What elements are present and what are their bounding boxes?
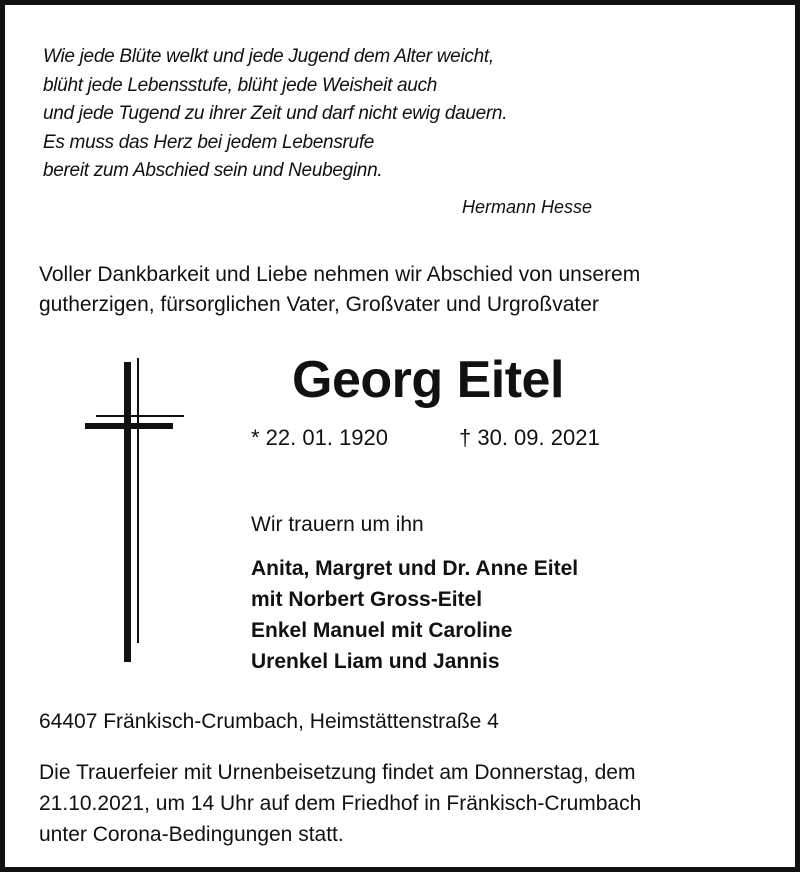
address: 64407 Fränkisch-Crumbach, Heimstättenstraße 4	[39, 710, 499, 733]
poem-author: Hermann Hesse	[462, 197, 593, 217]
service-line: 21.10.2021, um 14 Uhr auf dem Friedhof in Fränkisch-Crumbach	[39, 792, 642, 815]
poem-line: Es muss das Herz bei jedem Lebensrufe	[43, 131, 375, 153]
poem-line: bereit zum Abschied sein und Neubeginn.	[43, 160, 383, 181]
mourner-line: mit Norbert Gross-Eitel	[251, 588, 483, 611]
poem	[43, 43, 507, 186]
poem-line: und jede Tugend zu ihrer Zeit und darf nicht ewig dauern.	[43, 103, 508, 124]
mourners-list	[251, 553, 578, 677]
intro-line: gutherzigen, fürsorglichen Vater, Großvater und Urgroßvater	[39, 293, 599, 316]
intro-text	[39, 260, 640, 320]
intro-line: Voller Dankbarkeit und Liebe nehmen wir Abschied von unserem	[39, 263, 641, 286]
poem-line: blüht jede Lebensstufe, blüht jede Weisheit auch	[43, 74, 438, 96]
service-info	[39, 757, 641, 850]
mourner-line: Enkel Manuel mit Caroline	[251, 619, 513, 642]
poem-line: Wie jede Blüte welkt und jede Jugend dem Alter weicht,	[43, 46, 494, 67]
deceased-name: Georg Eitel	[292, 351, 564, 409]
mourners-heading: Wir trauern um ihn	[251, 513, 424, 536]
birth-date: * 22. 01. 1920	[251, 425, 389, 450]
mourner-line: Urenkel Liam und Jannis	[251, 650, 500, 673]
death-date: † 30. 09. 2021	[459, 425, 600, 450]
service-line: unter Corona-Bedingungen statt.	[39, 823, 344, 846]
mourner-line: Anita, Margret und Dr. Anne Eitel	[251, 557, 579, 580]
service-line: Die Trauerfeier mit Urnenbeisetzung findet am Donnerstag, dem	[39, 761, 636, 784]
